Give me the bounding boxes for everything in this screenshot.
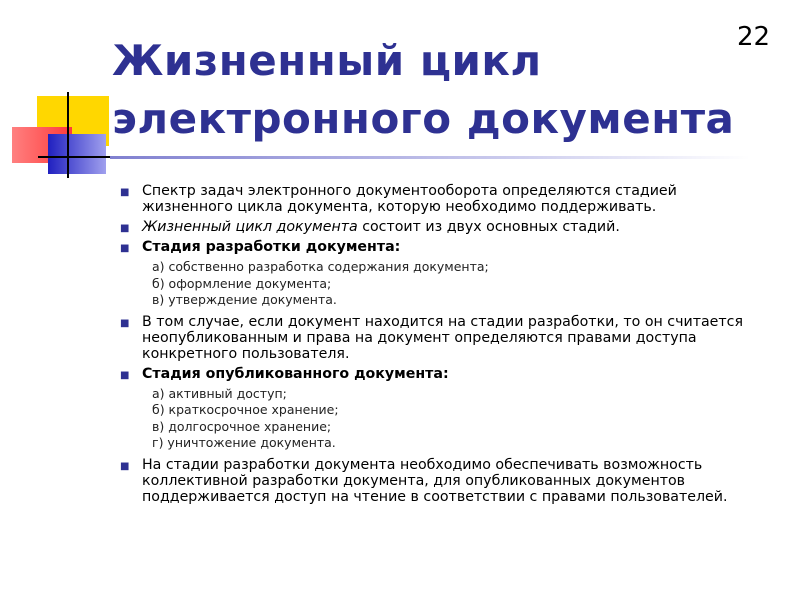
bullet-text-rest: состоит из двух основных стадий. (357, 219, 620, 235)
square-bullet-icon: ■ (120, 187, 130, 198)
sub-list (120, 386, 760, 452)
sub-item: а) активный доступ; (152, 385, 287, 401)
title-line-1: Жизненный цикл (112, 36, 542, 85)
bullet-text: На стадии разработки документа необходимо обеспечивать возможность коллективной разработки документа, для опубликованных документов поддерживается доступ на чтение в соответствии с правами пользователей. (142, 456, 728, 505)
square-bullet-icon: ■ (120, 369, 130, 381)
title-line-2: электронного документа (112, 94, 735, 143)
square-bullet-icon: ■ (120, 223, 130, 234)
sub-item: б) оформление документа; (152, 275, 332, 291)
bullet-item (120, 366, 760, 382)
square-bullet-icon: ■ (120, 317, 130, 329)
bullet-text (142, 219, 620, 235)
bullet-item (120, 183, 760, 215)
italic-term: Жизненный цикл документа (142, 219, 358, 235)
sub-item: а) собственно разработка содержания документа; (152, 259, 489, 274)
bullet-item (120, 457, 760, 505)
title-divider (110, 156, 750, 159)
sub-item: б) краткосрочное хранение; (152, 402, 339, 417)
square-bullet-icon: ■ (120, 460, 130, 472)
bullet-text: Спектр задач электронного документооборота определяются стадией жизненного цикла документа, которую необходимо поддерживать. (142, 183, 677, 215)
sub-list (120, 259, 760, 309)
bullet-item (120, 219, 760, 235)
sub-item: в) утверждение документа. (152, 292, 337, 307)
bullet-item (120, 314, 760, 362)
blue-square (48, 134, 106, 174)
bullet-heading: Стадия опубликованного документа: (142, 365, 449, 382)
bullet-item (120, 239, 760, 255)
bullet-heading: Стадия разработки документа: (142, 239, 401, 255)
slide-title (112, 32, 734, 148)
vertical-line (67, 92, 69, 178)
bullet-text: В том случае, если документ находится на стадии разработки, то он считается неопубликованным и права на документ определяются правами доступа конкретного пользователя. (142, 313, 743, 362)
square-bullet-icon: ■ (120, 243, 130, 254)
sub-item: г) уничтожение документа. (152, 435, 336, 450)
bullet-list (120, 183, 760, 509)
sub-item: в) долгосрочное хранение; (152, 418, 332, 434)
slide-number: 22 (737, 22, 771, 52)
